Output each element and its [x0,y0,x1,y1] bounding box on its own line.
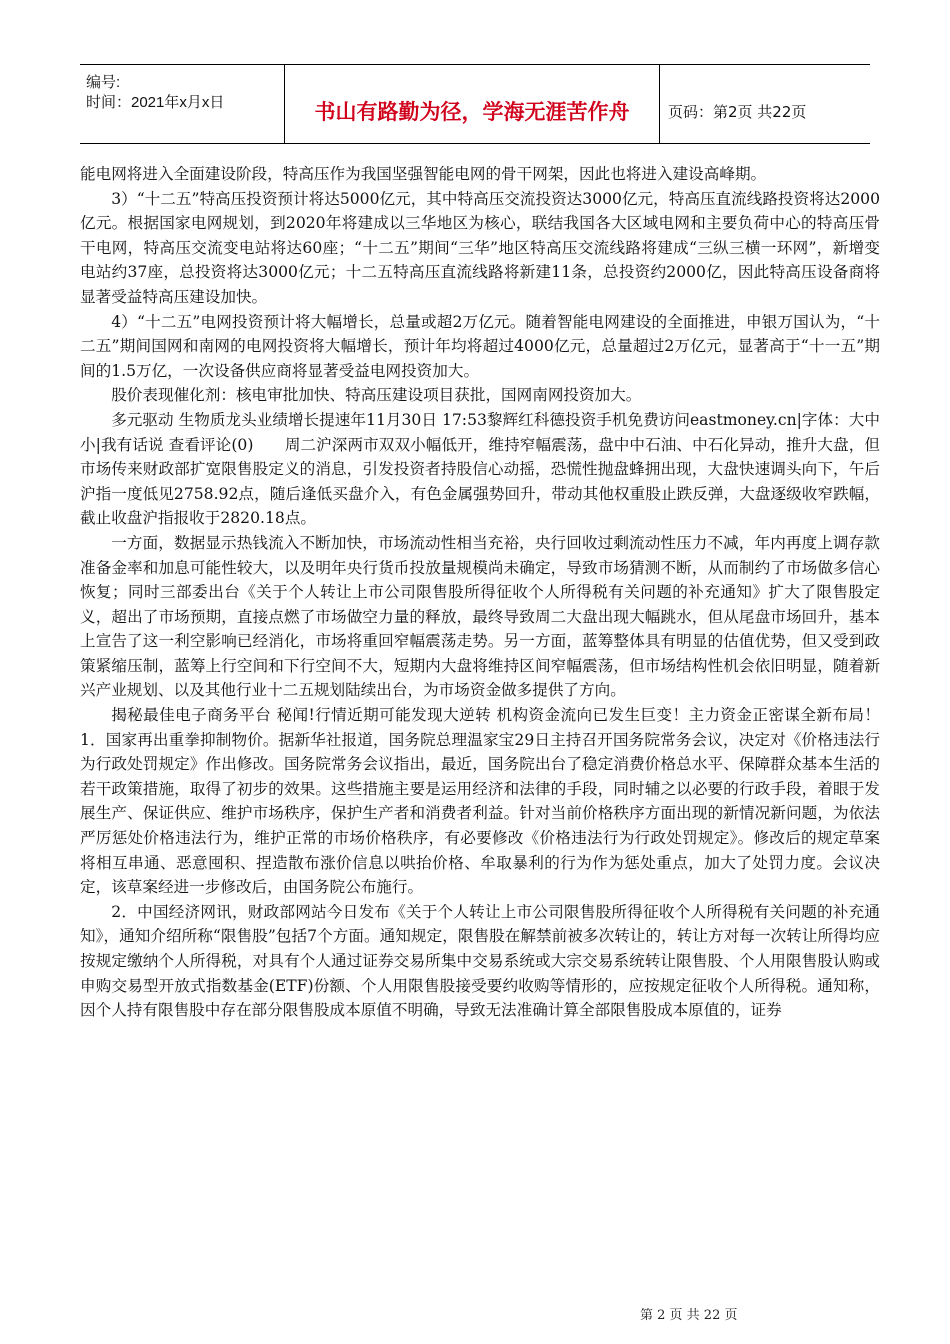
header-page-info: 页码：第2页 共22页 [668,102,807,121]
header-motto: 书山有路勤为径，学海无涯苦作舟 [285,65,660,143]
page-footer: 第 2 页 共 22 页 [640,1308,738,1323]
header-meta [80,65,285,143]
paragraph-5: 多元驱动 生物质龙头业绩增长提速年11月30日 17:53黎辉红科德投资手机免费访问eastmoney.cn|字体：大中小|我有话说 查看评论(0) 周二沪深两市双双小幅低开，维持窄幅震荡，盘中中石油、中石化异动，推升大盘，但市场传来财政部扩宽限售股定义的消息，引发投资者持股信心动摇，恐慌性抛盘蜂拥出现，大盘快速调头向下，午后沪指一度低见2758.92点，随后逢低买盘介入，有色金属强势回升，带动其他权重股止跌反弹，大盘逐级收窄跌幅，截止收盘沪指报收于2820.18点。 [80,410,880,528]
paragraph-1: 能电网将进入全面建设阶段，特高压作为我国坚强智能电网的骨干网架，因此也将进入建设高峰期。 [80,165,767,183]
paragraph-7: 揭秘最佳电子商务平台 秘闻!行情近期可能发现大逆转 机构资金流向已发生巨变！主力资金正密谋全新布局！ 1．国家再出重拳抑制物价。据新华社报道，国务院总理温家宝29日主持召开国务院常务会议，决定对《价格违法行为行政处罚规定》作出修改。国务院常务会议指出，最近，国务院出台了稳定消费价格总水平、保障群众基本生活的若干政策措施，取得了初步的效果。这些措施主要是运用经济和法律的手段，同时辅之以必要的行政手段，着眼于发展生产、保证供应、维护市场秩序，保护生产者和消费者利益。针对当前价格秩序方面出现的新情况新问题，为依法严厉惩处价格违法行为，维护正常的市场价格秩序，有必要修改《价格违法行为行政处罚规定》。修改后的规定草案将相互串通、恶意囤积、捏造散布涨价信息以哄抬价格、牟取暴利的行为作为惩处重点，加大了处罚力度。会议决定，该草案经进一步修改后，由国务院公布施行。 [80,706,912,897]
document-time-label: 时间：2021年x月x日 [86,94,225,111]
page-header [80,64,870,144]
paragraph-2: 3）“十二五”特高压投资预计将达5000亿元，其中特高压交流投资达3000亿元，特高压直流线路投资将达2000亿元。根据国家电网规划，到2020年将建成以三华地区为核心，联结我国各大区域电网和主要负荷中心的特高压骨干电网，特高压交流变电站将达60座；“十二五”期间“三华”地区特高压交流线路将建成“三纵三横一环网”，新增变电站约37座，总投资将达3000亿元；十二五特高压直流线路将新建11条，总投资约2000亿，因此特高压设备商将显著受益特高压建设加快。 [80,189,880,306]
paragraph-4: 股价表现催化剂：核电审批加快、特高压建设项目获批，国网南网投资加大。 [111,386,642,405]
paragraph-6: 一方面，数据显示热钱流入不断加快，市场流动性相当充裕，央行回收过剩流动性压力不减，年内再度上调存款准备金率和加息可能性较大，以及明年央行货币投放量规模尚未确定，导致市场猜测不断，从而制约了市场做多信心恢复；同时三部委出台《关于个人转让上市公司限售股所得征收个人所得税有关问题的补充通知》扩大了限售股定义，超出了市场预期，直接点燃了市场做空力量的释放，最终导致周二大盘出现大幅跳水，但从尾盘市场回升，基本上宣告了这一利空影响已经消化，市场将重回窄幅震荡走势。另一方面，蓝筹整体具有明显的估值优势，但又受到政策紧缩压制，蓝筹上行空间和下行空间不大，短期内大盘将维持区间窄幅震荡，但市场结构性机会依旧明显，随着新兴产业规划、以及其他行业十二五规划陆续出台，为市场资金做多提供了方向。 [80,533,880,700]
paragraph-8: 2．中国经济网讯，财政部网站今日发布《关于个人转让上市公司限售股所得征收个人所得税有关问题的补充通知》，通知介绍所称“限售股”包括7个方面。通知规定，限售股在解禁前被多次转让的，转让方对每一次转让所得均应按规定缴纳个人所得税，对具有个人通过证券交易所集中交易系统或大宗交易系统转让限售股、个人用限售股认购或申购交易型开放式指数基金(ETF)份额、个人用限售股接受要约收购等情形的，应按规定征收个人所得税。通知称，因个人持有限售股中存在部分限售股成本原值不明确，导致无法准确计算全部限售股成本原值的，证券 [80,902,880,1020]
document-number-label: 编号: [86,74,121,91]
document-body [80,162,912,1023]
paragraph-3: 4）“十二五”电网投资预计将大幅增长，总量或超2万亿元。随着智能电网建设的全面推进，申银万国认为，“十二五”期间国网和南网的电网投资将大幅增长，预计年均将超过4000亿元，总量超过2万亿元，显著高于“十一五”期间的1.5万亿，一次设备供应商将显著受益电网投资加大。 [80,312,880,380]
